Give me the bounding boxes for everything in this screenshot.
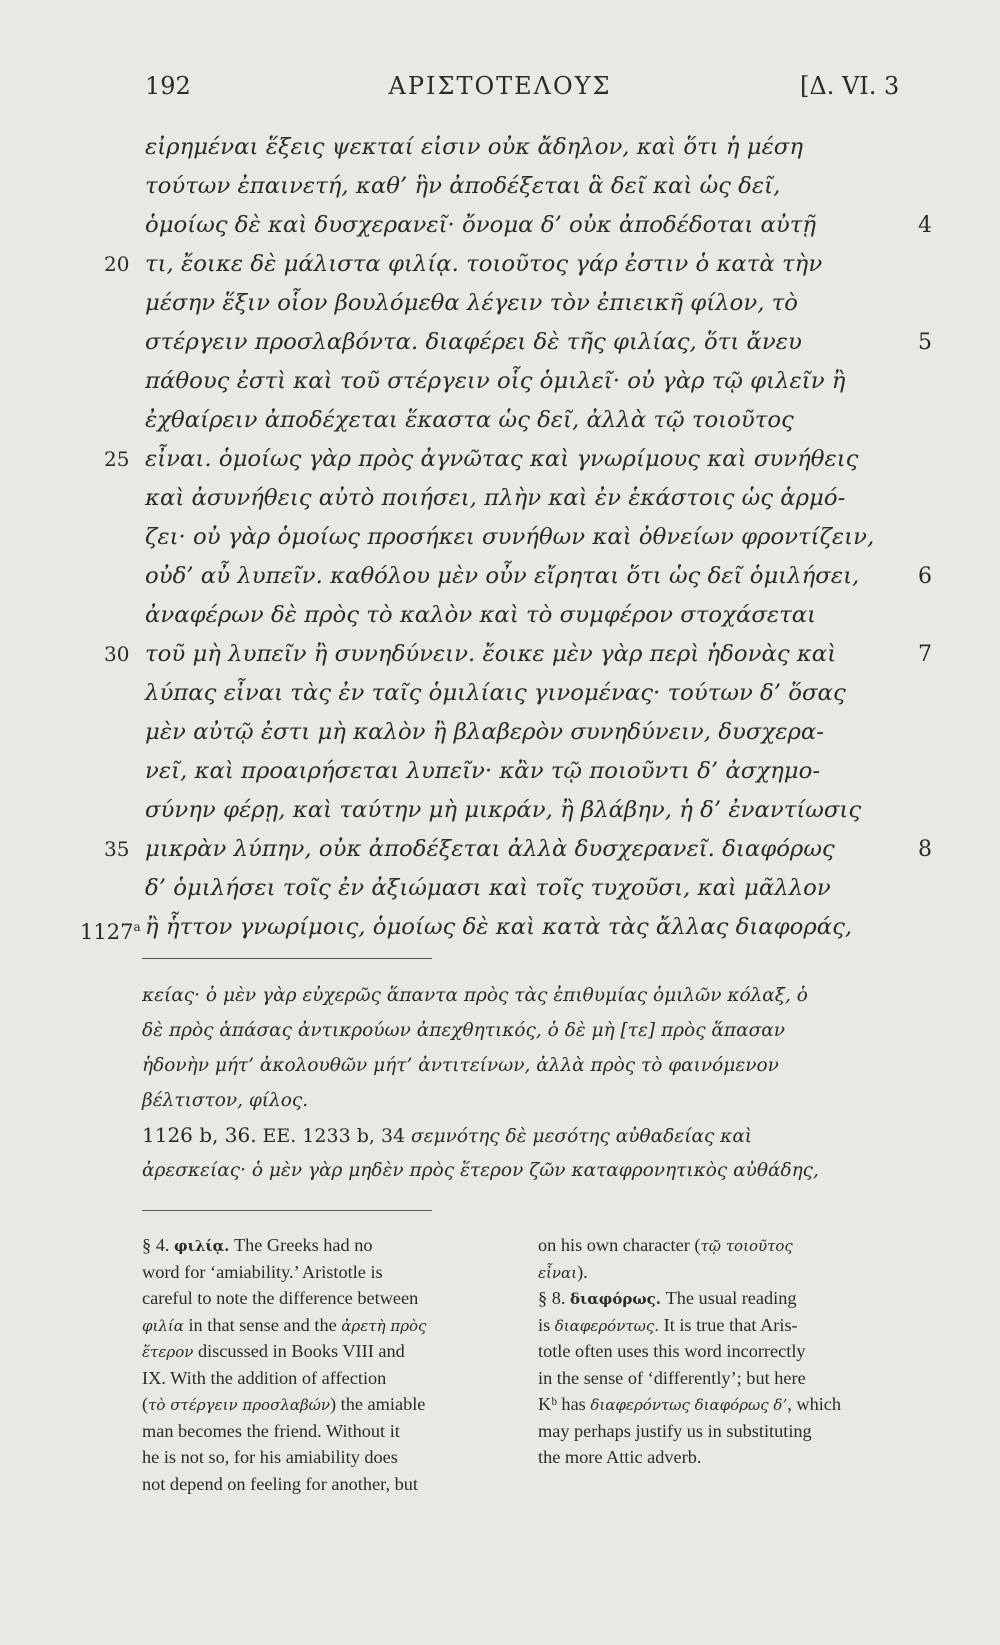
note-line xyxy=(142,1365,514,1392)
text-line xyxy=(0,245,1000,284)
text-line xyxy=(0,752,1000,791)
note-greek: φιλία xyxy=(142,1316,184,1335)
bekker-column: a xyxy=(133,920,141,934)
line-number: 25 xyxy=(104,447,130,471)
text-line xyxy=(0,440,1000,479)
main-text xyxy=(0,128,1000,947)
greek-text: ὁμοίως δὲ καὶ δυσχερανεῖ· ὄνομα δ’ οὐκ ἀποδέδοται αὐτῇ xyxy=(145,212,817,238)
running-title: ΑΡΙΣΤΟΤΕΛΟΥΣ xyxy=(388,72,612,100)
greek-text: ἢ ἧττον γνωρίμοις, ὁμοίως δὲ καὶ κατὰ τὰς ἄλλας διαφοράς, xyxy=(145,914,853,940)
text-line xyxy=(0,830,1000,869)
parallel-text: ἀρεσκείας· ὁ μὲν γὰρ μηδὲν πρὸς ἕτερον ζῶν καταφρονητικὸς αὐθάδης, xyxy=(142,1160,819,1181)
note-greek: ἀρετὴ πρὸς xyxy=(341,1316,427,1335)
text-line xyxy=(0,713,1000,752)
note-greek: διαφερόντως. xyxy=(554,1316,660,1335)
note-text: on his own character ( xyxy=(538,1235,701,1255)
text-line xyxy=(0,557,1000,596)
note-greek: διαφόρως. xyxy=(570,1290,661,1308)
greek-text: μικρὰν λύπην, οὐκ ἀποδέξεται ἀλλὰ δυσχερανεῖ. διαφόρως xyxy=(145,836,835,862)
note-greek: διαφερόντως διαφόρως δ’ xyxy=(590,1396,788,1414)
note-line xyxy=(142,1232,514,1259)
notes-left-column xyxy=(142,1232,514,1497)
note-line xyxy=(142,1391,514,1418)
note-greek: ἕτερον xyxy=(142,1343,194,1361)
note-text: careful to note the difference between xyxy=(142,1288,419,1308)
line-number: 20 xyxy=(104,252,130,276)
note-text: not depend on feeling for another, but xyxy=(142,1473,418,1494)
note-line xyxy=(142,1444,514,1471)
text-line xyxy=(0,518,1000,557)
note-text: may perhaps justify us in substituting xyxy=(538,1420,812,1441)
note-text: , which xyxy=(787,1394,842,1414)
note-greek: εἶναι xyxy=(538,1263,578,1282)
note-line xyxy=(142,1259,514,1286)
note-text: the more Attic adverb. xyxy=(538,1447,702,1467)
page-number: 192 xyxy=(145,72,191,100)
note-text: IX. With the addition of affection xyxy=(142,1367,387,1388)
note-line xyxy=(142,1338,514,1365)
greek-text: εἶναι. ὁμοίως γὰρ πρὸς ἀγνῶτας καὶ γνωρίμους καὶ συνήθεις xyxy=(145,446,859,472)
note-line xyxy=(538,1444,918,1471)
note-text: ). xyxy=(577,1261,588,1282)
line-number: 35 xyxy=(104,837,130,861)
note-text: ( xyxy=(142,1394,149,1414)
note-line xyxy=(142,1418,514,1445)
greek-text: καὶ ἀσυνήθεις αὐτὸ ποιήσει, πλὴν καὶ ἐν ἑκάστοις ὡς ἁρμό- xyxy=(145,485,846,511)
note-text: It is true that Aris- xyxy=(659,1314,798,1335)
note-text: in the sense of ‘differently’; but here xyxy=(538,1367,806,1388)
parallel-line xyxy=(142,1013,912,1048)
note-line xyxy=(142,1312,514,1339)
notes-right-column xyxy=(538,1232,918,1471)
text-line xyxy=(0,167,1000,206)
text-line xyxy=(0,284,1000,323)
section-number: 5 xyxy=(918,330,932,355)
line-number: 30 xyxy=(104,642,130,666)
parallel-text: βέλτιστον, φίλος. xyxy=(142,1090,309,1111)
parallel-reference: 1126 b, 36. xyxy=(142,1123,257,1147)
greek-text: μὲν αὐτῷ ἐστι μὴ καλὸν ἢ βλαβερὸν συνηδύνειν, δυσχερα- xyxy=(145,719,824,745)
note-line xyxy=(538,1232,918,1259)
greek-text: δ’ ὁμιλήσει τοῖς ἐν ἀξιώμασι καὶ τοῖς τυχοῦσι, καὶ μᾶλλον xyxy=(145,875,831,901)
note-text: he is not so, for his amiability does xyxy=(142,1447,398,1467)
note-text: § 8. xyxy=(538,1288,570,1308)
text-line xyxy=(0,479,1000,518)
page-header xyxy=(0,72,1000,112)
parallel-text: σεμνότης δὲ μεσότης αὐθαδείας καὶ xyxy=(411,1126,753,1147)
note-text: Kᵇ has xyxy=(538,1394,591,1414)
parallel-line xyxy=(142,1118,912,1153)
greek-text: οὐδ’ αὖ λυπεῖν. καθόλου μὲν οὖν εἴρηται ὅτι ὡς δεῖ ὁμιλήσει, xyxy=(145,563,860,589)
section-number: 6 xyxy=(918,564,932,589)
text-line xyxy=(0,362,1000,401)
text-line xyxy=(0,674,1000,713)
greek-text: τούτων ἐπαινετή, καθ’ ἣν ἀποδέξεται ἃ δεῖ καὶ ὡς δεῖ, xyxy=(145,173,781,199)
note-greek: τὸ στέργειν προσλαβών xyxy=(148,1396,330,1414)
greek-text: λύπας εἶναι τὰς ἐν ταῖς ὁμιλίαις γινομένας· τούτων δ’ ὅσας xyxy=(145,680,846,706)
parallel-text: ἡδονὴν μήτ’ ἀκολουθῶν μήτ’ ἀντιτείνων, ἀλλὰ πρὸς τὸ φαινόμενον xyxy=(142,1055,779,1076)
note-greek: τῷ τοιοῦτος xyxy=(700,1237,793,1255)
note-line xyxy=(142,1471,514,1498)
section-number: 4 xyxy=(918,213,932,238)
parallel-line xyxy=(142,978,912,1013)
greek-text: πάθους ἐστὶ καὶ τοῦ στέργειν οἷς ὁμιλεῖ· οὐ γὰρ τῷ φιλεῖν ἢ xyxy=(145,368,846,394)
note-line xyxy=(538,1259,918,1286)
text-line xyxy=(0,908,1000,947)
text-line xyxy=(0,323,1000,362)
note-line xyxy=(538,1365,918,1392)
greek-text: ἐχθαίρειν ἀποδέχεται ἕκαστα ὡς δεῖ, ἀλλὰ τῷ τοιοῦτος xyxy=(145,407,794,433)
section-number: 7 xyxy=(918,642,932,667)
parallel-line xyxy=(142,1083,912,1118)
parallel-text: δὲ πρὸς ἁπάσας ἀντικρούων ἀπεχθητικός, ὁ δὲ μὴ [τε] πρὸς ἅπασαν xyxy=(142,1020,785,1041)
text-line xyxy=(0,401,1000,440)
note-line xyxy=(142,1285,514,1312)
note-line xyxy=(538,1285,918,1312)
divider-rule xyxy=(142,1210,432,1211)
note-text: totle often uses this word incorrectly xyxy=(538,1341,806,1361)
note-text: in that sense and the xyxy=(183,1314,342,1335)
note-greek: φιλίᾳ. xyxy=(174,1237,230,1255)
text-line xyxy=(0,635,1000,674)
bekker-reference: 1127$^a$ xyxy=(80,920,141,944)
note-text: The usual reading xyxy=(661,1288,797,1308)
parallel-line xyxy=(142,1048,912,1083)
greek-text: εἰρημέναι ἕξεις ψεκταί εἰσιν οὐκ ἄδηλον, καὶ ὅτι ἡ μέση xyxy=(145,134,804,160)
note-text: discussed in Books VIII and xyxy=(193,1341,405,1361)
parallel-text: κείας· ὁ μὲν γὰρ εὐχερῶς ἅπαντα πρὸς τὰς ἐπιθυμίας ὁμιλῶν κόλαξ, ὁ xyxy=(142,985,808,1006)
greek-text: σύνην φέρῃ, καὶ ταύτην μὴ μικράν, ἢ βλάβην, ἡ δ’ ἐναντίωσις xyxy=(145,797,862,823)
parallel-source: EE. 1233 b, 34 xyxy=(262,1125,406,1147)
note-text: man becomes the friend. Without it xyxy=(142,1420,400,1441)
divider-rule xyxy=(142,958,432,959)
note-text: § 4. xyxy=(142,1235,174,1255)
note-line xyxy=(538,1312,918,1339)
greek-text: τοῦ μὴ λυπεῖν ἢ συνηδύνειν. ἔοικε μὲν γὰρ περὶ ἡδονὰς καὶ xyxy=(145,641,837,667)
note-text: word for ‘amiability.’ Aristotle is xyxy=(142,1261,383,1282)
text-line xyxy=(0,791,1000,830)
section-number: 8 xyxy=(918,837,932,862)
note-line xyxy=(538,1338,918,1365)
text-line xyxy=(0,869,1000,908)
note-line xyxy=(538,1391,918,1418)
greek-text: νεῖ, καὶ προαιρήσεται λυπεῖν· κἂν τῷ ποιοῦντι δ’ ἀσχημο- xyxy=(145,758,821,784)
note-text: is xyxy=(538,1314,555,1335)
text-line xyxy=(0,128,1000,167)
note-text: ) the amiable xyxy=(329,1394,426,1414)
note-text: The Greeks had no xyxy=(229,1235,373,1255)
greek-text: τι, ἔοικε δὲ μάλιστα φιλίᾳ. τοιοῦτος γάρ ἐστιν ὁ κατὰ τὴν xyxy=(145,251,823,277)
greek-text: ζει· οὐ γὰρ ὁμοίως προσήκει συνήθων καὶ ὀθνείων φροντίζειν, xyxy=(145,524,875,550)
note-line xyxy=(538,1418,918,1445)
text-line xyxy=(0,596,1000,635)
greek-text: μέσην ἕξιν οἷον βουλόμεθα λέγειν τὸν ἐπιεικῆ φίλον, τὸ xyxy=(145,290,799,316)
parallel-passage xyxy=(142,978,912,1188)
section-reference: [Δ. VI. 3 xyxy=(800,72,900,100)
text-line xyxy=(0,206,1000,245)
greek-text: στέργειν προσλαβόντα. διαφέρει δὲ τῆς φιλίας, ὅτι ἄνευ xyxy=(145,329,802,355)
greek-text: ἀναφέρων δὲ πρὸς τὸ καλὸν καὶ τὸ συμφέρον στοχάσεται xyxy=(145,602,817,628)
parallel-line xyxy=(142,1153,912,1188)
